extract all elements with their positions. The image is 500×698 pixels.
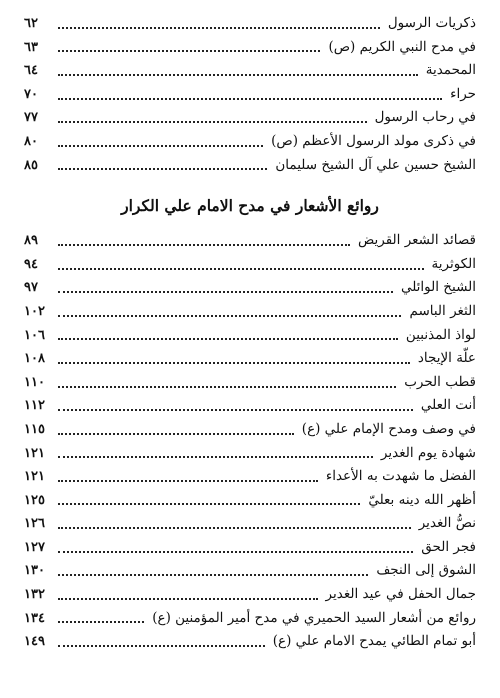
dot-leader (58, 145, 263, 147)
toc-entry (24, 229, 476, 253)
toc-entry (24, 465, 476, 489)
toc-entry (24, 300, 476, 324)
dot-leader (58, 409, 413, 411)
toc-entry-title: لواذ المذنبين (405, 326, 476, 343)
toc-entry-page-number: ٦٤ (24, 63, 38, 79)
toc-entry-title: علّة الإيجاد (417, 350, 476, 367)
toc-entry-title: حراء (450, 85, 476, 102)
toc-entry-title: الثغر الباسم (409, 302, 476, 319)
toc-entry-title: في رحاب الرسول (374, 109, 476, 126)
dot-leader (58, 645, 265, 647)
dot-leader (58, 268, 424, 270)
toc-entry-page-number: ٦٢ (24, 16, 38, 31)
dot-leader (58, 98, 442, 100)
toc-entry (24, 607, 476, 631)
toc-entry (24, 442, 476, 466)
toc-entry (24, 371, 476, 395)
toc-entry (24, 536, 476, 560)
dot-leader (58, 27, 380, 29)
toc-entry (24, 36, 476, 60)
toc-entry-page-number: ٩٤ (24, 256, 38, 272)
dot-leader (58, 503, 360, 505)
dot-leader (58, 338, 398, 340)
dot-leader (58, 121, 367, 123)
toc-entry (24, 512, 476, 536)
toc-entry (24, 253, 476, 277)
toc-entry (24, 59, 476, 83)
toc-entry-page-number: ٦٣ (24, 39, 38, 55)
dot-leader (58, 74, 418, 76)
toc-entry (24, 583, 476, 607)
toc-entry (24, 106, 476, 130)
toc-entry-page-number: ١٢١ (24, 469, 45, 485)
toc-entry-page-number: ١٠٦ (24, 327, 45, 343)
toc-entry-page-number: ٨٥ (24, 157, 38, 173)
toc-entry-page-number: ٨٠ (24, 133, 38, 149)
toc-entry-title: في مدح النبي الكريم (ص) (328, 38, 476, 55)
toc-entry-page-number: ١٢١ (24, 445, 45, 461)
toc-entry-title: فجر الحق (421, 538, 476, 555)
toc-entry (24, 394, 476, 418)
toc-entry-title: في ذكرى مولد الرسول الأعظم (ص) (271, 132, 476, 149)
toc-entry-page-number: ٧٧ (24, 110, 38, 126)
toc-entry-page-number: ١٣٤ (24, 610, 45, 626)
dot-leader (58, 50, 320, 52)
toc-entry-title: قصائد الشعر القريض (357, 232, 476, 249)
toc-entry-page-number: ١١٠ (24, 374, 45, 390)
section-heading: روائع الأشعار في مدح الامام علي الكرار (121, 196, 379, 216)
toc-entry-title: روائع من أشعار السيد الحميري في مدح أمير المؤمنين (ع) (152, 609, 476, 626)
toc-entry (24, 630, 476, 654)
dot-leader (58, 574, 368, 576)
dot-leader (58, 315, 401, 317)
toc-entry-page-number: ١٣٠ (24, 563, 45, 579)
dot-leader (58, 168, 267, 170)
toc-entry-title: الشيخ الوائلي (400, 279, 476, 296)
toc-entry-title: أبو تمام الطائي يمدح الامام علي (ع) (272, 633, 476, 650)
dot-leader (58, 527, 411, 529)
dot-leader (58, 433, 294, 435)
toc-entry-title: الكوثرية (431, 255, 476, 272)
toc-entry-title: أنت العلي (420, 397, 476, 414)
dot-leader (58, 291, 393, 293)
toc-entry-title: شهادة يوم الغدير (380, 444, 476, 461)
dot-leader (58, 244, 350, 246)
dot-leader (58, 386, 396, 388)
toc-entry (24, 347, 476, 371)
toc-entry (24, 83, 476, 107)
toc-entry-page-number: ١١٢ (24, 398, 45, 414)
toc-entry-title: الشوق إلى النجف (376, 562, 476, 579)
toc-list-1 (24, 12, 476, 177)
dot-leader (58, 621, 144, 623)
toc-entry (24, 276, 476, 300)
toc-entry-title: المحمدية (425, 62, 476, 79)
toc-entry (24, 12, 476, 36)
toc-entry-page-number: ١٢٥ (24, 492, 45, 508)
toc-entry (24, 559, 476, 583)
toc-entry-page-number: ١١٥ (24, 421, 45, 437)
toc-entry-page-number: ٧٠ (24, 86, 38, 102)
toc-entry-page-number: ١٢٧ (24, 539, 45, 555)
toc-entry-page-number: ١٠٨ (24, 351, 45, 367)
toc-list-2 (24, 229, 476, 654)
dot-leader (58, 480, 318, 482)
toc-entry-page-number: ١٢٦ (24, 516, 45, 532)
toc-entry-title: الفضل ما شهدت به الأعداء (325, 468, 476, 485)
toc-entry (24, 324, 476, 348)
toc-entry-title: نصُّ الغدير (418, 515, 476, 532)
toc-entry-page-number: ١٠٢ (24, 303, 45, 319)
toc-entry (24, 130, 476, 154)
toc-entry (24, 489, 476, 513)
dot-leader (58, 456, 373, 458)
toc-entry-title: في وصف ومدح الإمام علي (ع) (301, 420, 476, 437)
toc-entry-page-number: ٩٧ (24, 280, 38, 296)
toc-entry (24, 418, 476, 442)
dot-leader (58, 598, 318, 600)
toc-entry-page-number: ١٣٢ (24, 587, 45, 603)
dot-leader (58, 551, 413, 553)
toc-entry-title: قطب الحرب (404, 373, 476, 390)
toc-entry-title: الشيخ حسين علي آل الشيخ سليمان (275, 156, 476, 173)
toc-entry-title: ذكريات الرسول (387, 15, 476, 31)
dot-leader (58, 362, 410, 364)
toc-entry-page-number: ١٤٩ (24, 634, 45, 650)
toc-entry (24, 154, 476, 178)
toc-entry-title: جمال الحفل في عيد الغدير (325, 586, 476, 603)
toc-entry-page-number: ٨٩ (24, 233, 38, 249)
toc-entry-title: أظهر الله دينه بعليّ (368, 491, 476, 508)
